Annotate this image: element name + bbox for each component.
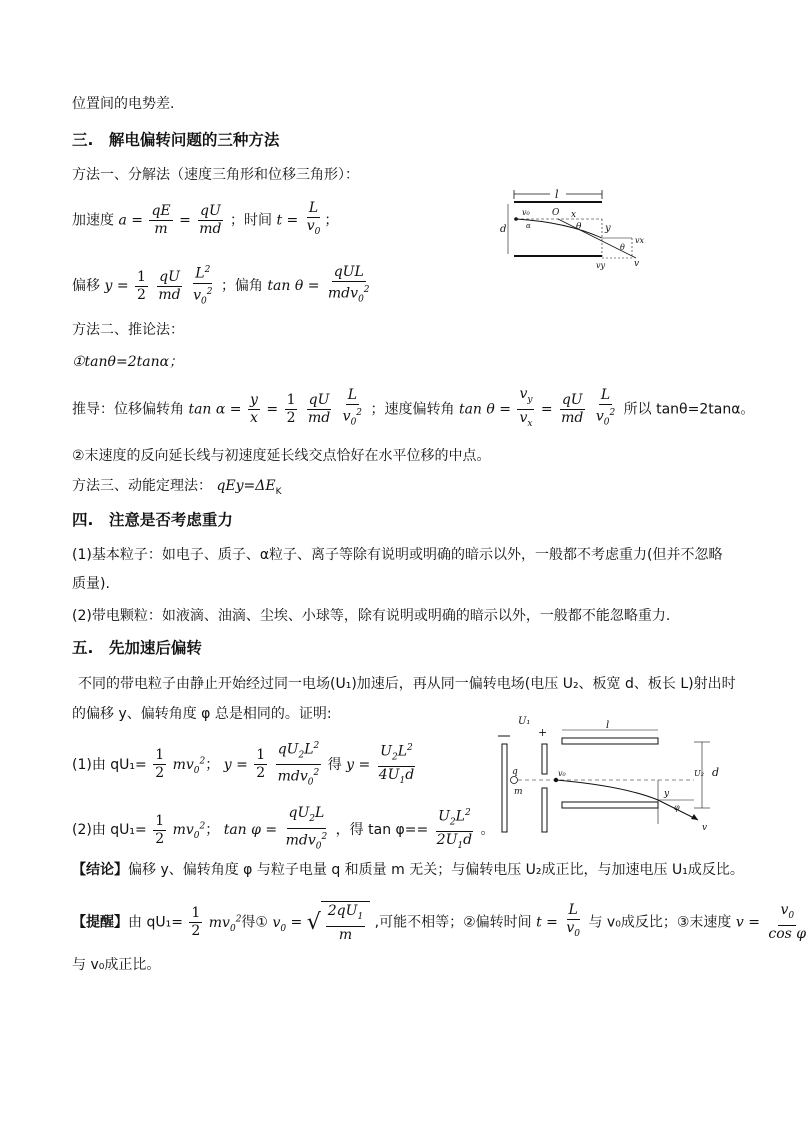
sec4-para-1b: 质量). (72, 576, 110, 592)
method-3-sub: K (275, 486, 282, 497)
corollary-2: ②末速度的反向延长线与初速度延长线交点恰好在水平位移的中点。 (72, 448, 491, 464)
deflection-triangle-diagram (496, 186, 676, 274)
sec4-para-2: (2)带电颗粒：如液滴、油滴、尘埃、小球等，除有说明或明确的暗示以外，一般都不能忽略重力. (72, 608, 671, 624)
method-3 (72, 476, 282, 502)
conclusion-text: 偏移 y、偏转角度 φ 与粒子电量 q 和质量 m 无关；与偏转电压 U₂成正比，与加速电压 U₁成反比。 (128, 862, 744, 878)
fig2-particle (511, 777, 518, 784)
fig2-v-label: v (702, 823, 708, 833)
text-line: 位置间的电势差. (72, 96, 175, 112)
section-3-heading: 三. 解电偏转问题的三种方法 (72, 131, 280, 149)
method-3-title: 方法三、动能定理法： (72, 478, 212, 494)
proof-2-mid: ，得 tan φ== (335, 822, 429, 839)
derive-conclusion: 所以 tanθ=2tanα。 (623, 401, 755, 418)
fig1-v-label: v (634, 259, 640, 269)
reminder-end: 与 v₀成正比。 (72, 957, 161, 973)
sec5-para-1b: 的偏移 y、偏转角度 φ 总是相同的。证明: (72, 706, 332, 722)
fig2-phi-label: φ (674, 803, 680, 812)
method-2-title: 方法二、推论法： (72, 322, 184, 338)
fig1-d-label: d (500, 224, 507, 235)
accelerate-deflect-diagram (494, 712, 730, 832)
accel-formula: 加速度 a = $\frac{qE}{m}$ = $\frac{qU}{md}$ ；时间 t = $\frac{L}{v_0}$ ； (72, 200, 339, 237)
sec4-para-1a: (1)基本粒子：如电子、质子、α粒子、离子等除有说明或明确的暗示以外，一般都不考虑重力(但并不忽略 (72, 547, 723, 563)
proof-2-end: 。 (480, 822, 495, 839)
fig1-theta2-label: θ (620, 243, 625, 252)
fig2-l-label: l (606, 720, 610, 731)
fig1-v0-label: v₀ (522, 208, 530, 217)
proof-1-formula: (1)由 qU₁= $\frac{1}{2}$ $mv_0^2$； y = $\frac{1}{2}$ $\frac{qU_2L^2}{mdv_0^2}$ 得 y = $\frac{U_2L^2}{4U_1d}$ (72, 738, 418, 792)
fig2-v0-label: v₀ (558, 769, 566, 778)
fig2-q-label: q (512, 767, 518, 777)
fig1-O-label: O (552, 208, 560, 218)
accel-label: 加速度 (72, 212, 114, 229)
fig2-d-label: d (712, 766, 720, 779)
fig1-theta-label: θ (576, 222, 582, 232)
reminder-a: 由 qU₁= (128, 914, 183, 931)
time-label: ；时间 (229, 212, 272, 229)
fig2-m-label: m (514, 787, 523, 797)
sec5-para-1a: 不同的带电粒子由静止开始经过同一电场(U₁)加速后，再从同一偏转电场(电压 U₂、板宽 d、板长 L)射出时 (78, 676, 736, 692)
section-5-heading: 五. 先加速后偏转 (72, 639, 202, 657)
fig1-alpha-label: α (526, 222, 531, 230)
section-4-heading: 四. 注意是否考虑重力 (72, 511, 233, 529)
fig1-l-label: l (555, 188, 559, 201)
fig1-y-label: y (605, 223, 611, 234)
fig2-plus-label: + (538, 726, 548, 739)
reminder-d: 与 v₀成反比；③末速度 (588, 914, 732, 931)
reminder-b: 得① (241, 914, 268, 931)
displacement-formula: 偏移 y = $\frac{1}{2}$ $\frac{qU}{md}$ $\frac{L^2}{v_0^2}$ ；偏角 tan θ = $\frac{\text{qUL}}{mdv_0^2}$ (72, 263, 370, 307)
conclusion-line (72, 860, 744, 880)
derivation-formula: 推导：位移偏转角 tan α = $\frac{y}{x}$ = $\frac{1}{2}$ $\frac{qU}{md}$ $\frac{L}{v_0^2}$ ；速度偏转角 tan θ = $\frac{v_y}{v_x}$ = $\frac{qU}{md}$ $\frac{L}{v_0^2}$ 所以 tanθ=2tanα。 (72, 386, 755, 429)
reminder-c: ,可能不相等；②偏转时间 (374, 914, 532, 931)
proof-1-mid: 得 (327, 756, 342, 773)
angle-label: ；偏角 (220, 278, 263, 295)
fig1-vx-label: vx (635, 236, 645, 245)
reminder-tag: 【提醒】 (72, 914, 128, 931)
corollary-1: ①tanθ=2tanα； (72, 354, 184, 370)
conclusion-tag: 【结论】 (72, 862, 128, 878)
disp-label: 偏移 (72, 278, 100, 295)
fig2-U1-label: U₁ (518, 716, 531, 727)
fig2-U2-label: U₂ (694, 769, 704, 778)
method-3-formula: qEy=ΔE (216, 478, 276, 494)
proof-2-label: (2)由 qU₁= (72, 822, 147, 839)
method-1-title: 方法一、分解法（速度三角形和位移三角形）： (72, 167, 359, 183)
fig1-x-label: x (571, 210, 577, 220)
derive-label: 推导：位移偏转角 (72, 401, 184, 418)
proof-2-formula: (2)由 qU₁= $\frac{1}{2}$ $mv_0^2$； tan φ = $\frac{qU_2L}{mdv_0^2}$ ，得 tan φ== $\frac{U_2L^2}{2U_1d}$ 。 (72, 805, 495, 852)
fig1-vy-label: vy (596, 261, 606, 270)
fig2-y-label: y (664, 789, 670, 799)
proof-1-label: (1)由 qU₁= (72, 756, 147, 773)
reminder-line: 【提醒】由 qU₁= $\frac{1}{2}$ $mv_0^2$得① $v_0$ = √ $\frac{2qU_1}{m}$ ,可能不相等；②偏转时间 t = $\frac{L}{v_0}$ 与 v₀成反比；③末速度 v = $\frac{v_0}{\text{cos φ}}$ (72, 902, 807, 943)
speed-label: ；速度偏转角 (370, 401, 455, 418)
